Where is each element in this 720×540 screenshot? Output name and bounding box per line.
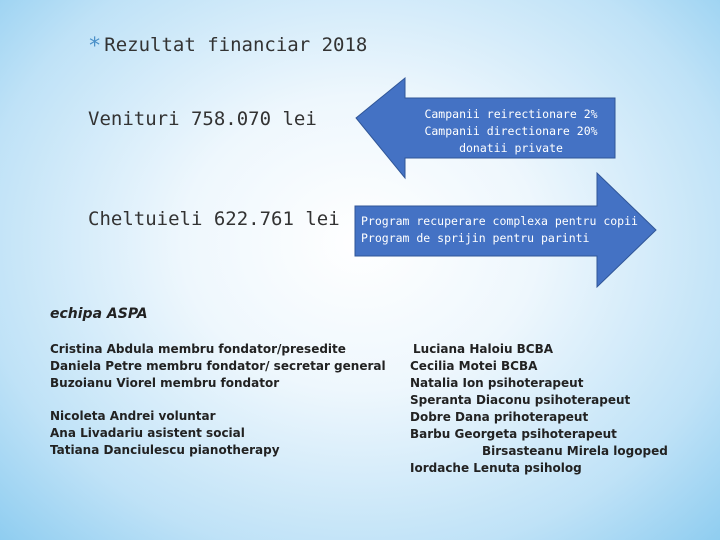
expenses-text: Cheltuieli 622.761 lei — [88, 208, 340, 230]
left-arrow-text — [406, 106, 616, 157]
team-member: Ana Livadariu asistent social — [50, 426, 245, 440]
team-member: Dobre Dana prihoterapeut — [410, 410, 589, 424]
team-left-group-1 — [50, 341, 386, 392]
left-arrow-line: Campanii directionare 20% — [424, 124, 598, 138]
team-member: Speranta Diaconu psihoterapeut — [410, 393, 631, 407]
team-member: Birsasteanu Mirela logoped — [482, 444, 668, 458]
team-member: Nicoleta Andrei voluntar — [50, 409, 216, 423]
left-arrow-line: Campanii reirectionare 2% — [424, 107, 598, 121]
team-member: Iordache Lenuta psiholog — [410, 461, 582, 475]
team-member: Daniela Petre membru fondator/ secretar general — [50, 359, 386, 373]
team-member: Buzoianu Viorel membru fondator — [50, 376, 280, 390]
title-text: Rezultat financiar 2018 — [104, 34, 368, 56]
team-left-group-2 — [50, 408, 280, 459]
right-arrow-line: Program recuperare complexa pentru copii — [361, 214, 638, 228]
team-member: Tatiana Danciulescu pianotherapy — [50, 443, 280, 457]
team-member: Cecilia Motei BCBA — [410, 359, 538, 373]
team-member: Barbu Georgeta psihoterapeut — [410, 427, 617, 441]
revenue-text: Venituri 758.070 lei — [88, 108, 317, 130]
right-arrow-line: Program de sprijin pentru parinti — [361, 231, 590, 245]
title-bullet: * — [88, 34, 102, 59]
left-arrow-line: donatii private — [459, 141, 563, 155]
team-member: Natalia Ion psihoterapeut — [410, 376, 584, 390]
team-member: Luciana Haloiu BCBA — [413, 342, 554, 356]
right-arrow-text — [361, 213, 638, 247]
team-heading: echipa ASPA — [50, 306, 148, 322]
team-member: Cristina Abdula membru fondator/presedite — [50, 342, 346, 356]
team-right-group — [410, 341, 668, 477]
